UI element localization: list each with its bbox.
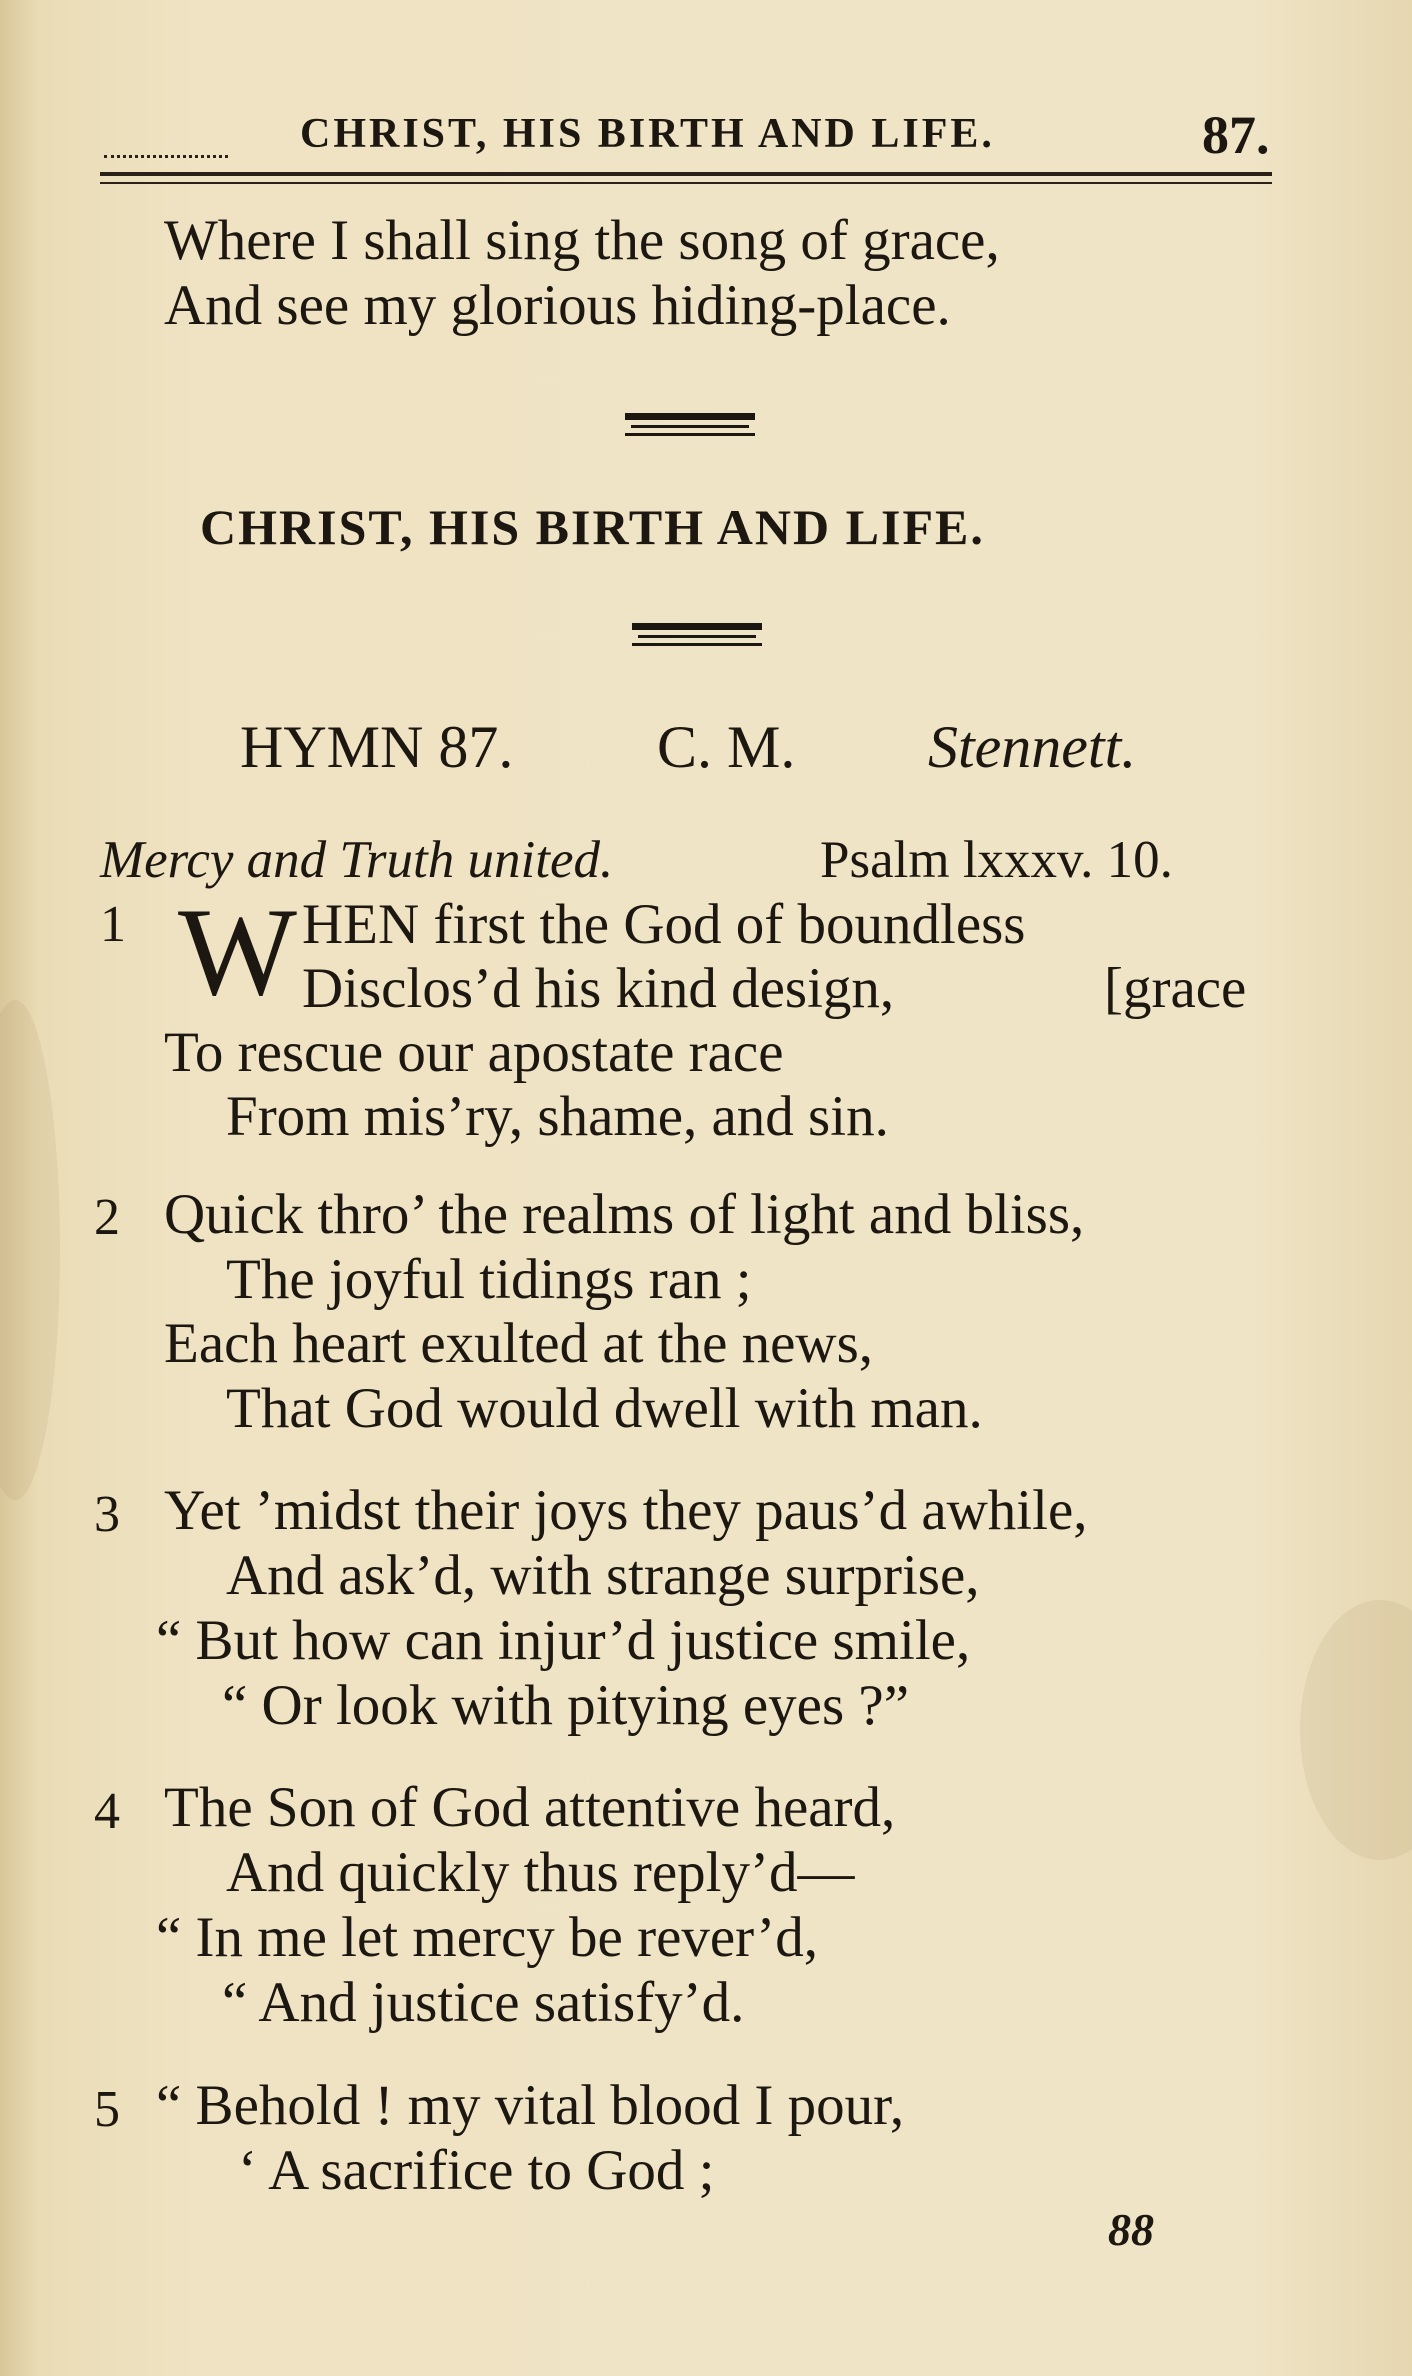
catchword: 88 [1108, 2204, 1154, 2255]
carryover-line-1: Where I shall sing the song of grace, [164, 209, 1000, 272]
verse-line: The Son of God attentive heard, [164, 1776, 896, 1839]
verse-number: 5 [94, 2081, 120, 2138]
header-rule-thin [100, 182, 1272, 184]
page-number: 87. [1202, 105, 1270, 165]
verse-line: Yet ’midst their joys they paus’d awhile, [164, 1479, 1088, 1542]
verse-line: The joyful tidings ran ; [226, 1248, 752, 1311]
verse-line: Disclos’d his kind design, [302, 957, 895, 1020]
hymn-meter: C. M. [657, 714, 796, 780]
verse-line-turnover: [grace [1104, 957, 1247, 1020]
verse-line: Each heart exulted at the news, [164, 1312, 874, 1375]
hymn-number: HYMN 87. [240, 714, 514, 780]
verse-line: “ But how can injur’d justice smile, [156, 1609, 971, 1672]
page-stain [1300, 1600, 1412, 1860]
header-dash [104, 155, 228, 158]
header-rule [100, 172, 1272, 176]
carryover-line-2: And see my glorious hiding-place. [164, 274, 951, 337]
verse-number: 2 [94, 1189, 120, 1246]
hymn-scripture: Psalm lxxxv. 10. [820, 831, 1173, 889]
verse-line: “ Behold ! my vital blood I pour, [156, 2074, 905, 2137]
verse-line: HEN first the God of boundless [302, 893, 1026, 956]
running-head: CHRIST, HIS BIRTH AND LIFE. [300, 111, 995, 157]
section-title: CHRIST, HIS BIRTH AND LIFE. [200, 499, 985, 555]
hymn-author: Stennett. [928, 714, 1137, 780]
verse-line: ‘ A sacrifice to God ; [238, 2139, 715, 2202]
verse-line: And quickly thus reply’d— [226, 1841, 855, 1904]
hymn-subject: Mercy and Truth united. [100, 831, 614, 889]
verse-line: “ And justice satisfy’d. [222, 1971, 745, 2034]
verse-line: And ask’d, with strange surprise, [226, 1544, 980, 1607]
verse-number: 4 [94, 1783, 120, 1840]
verse-line: “ In me let mercy be rever’d, [156, 1906, 819, 1969]
verse-line: Quick thro’ the realms of light and bliss, [164, 1183, 1085, 1246]
verse-line: “ Or look with pitying eyes ?” [222, 1674, 910, 1737]
drop-cap: W [178, 883, 297, 1022]
verse-line: From mis’ry, shame, and sin. [226, 1085, 889, 1148]
verse-line: To rescue our apostate race [164, 1021, 784, 1084]
verse-number: 3 [94, 1486, 120, 1543]
verse-line: That God would dwell with man. [226, 1377, 983, 1440]
page-stain [0, 1000, 60, 1500]
verse-number: 1 [100, 896, 126, 953]
